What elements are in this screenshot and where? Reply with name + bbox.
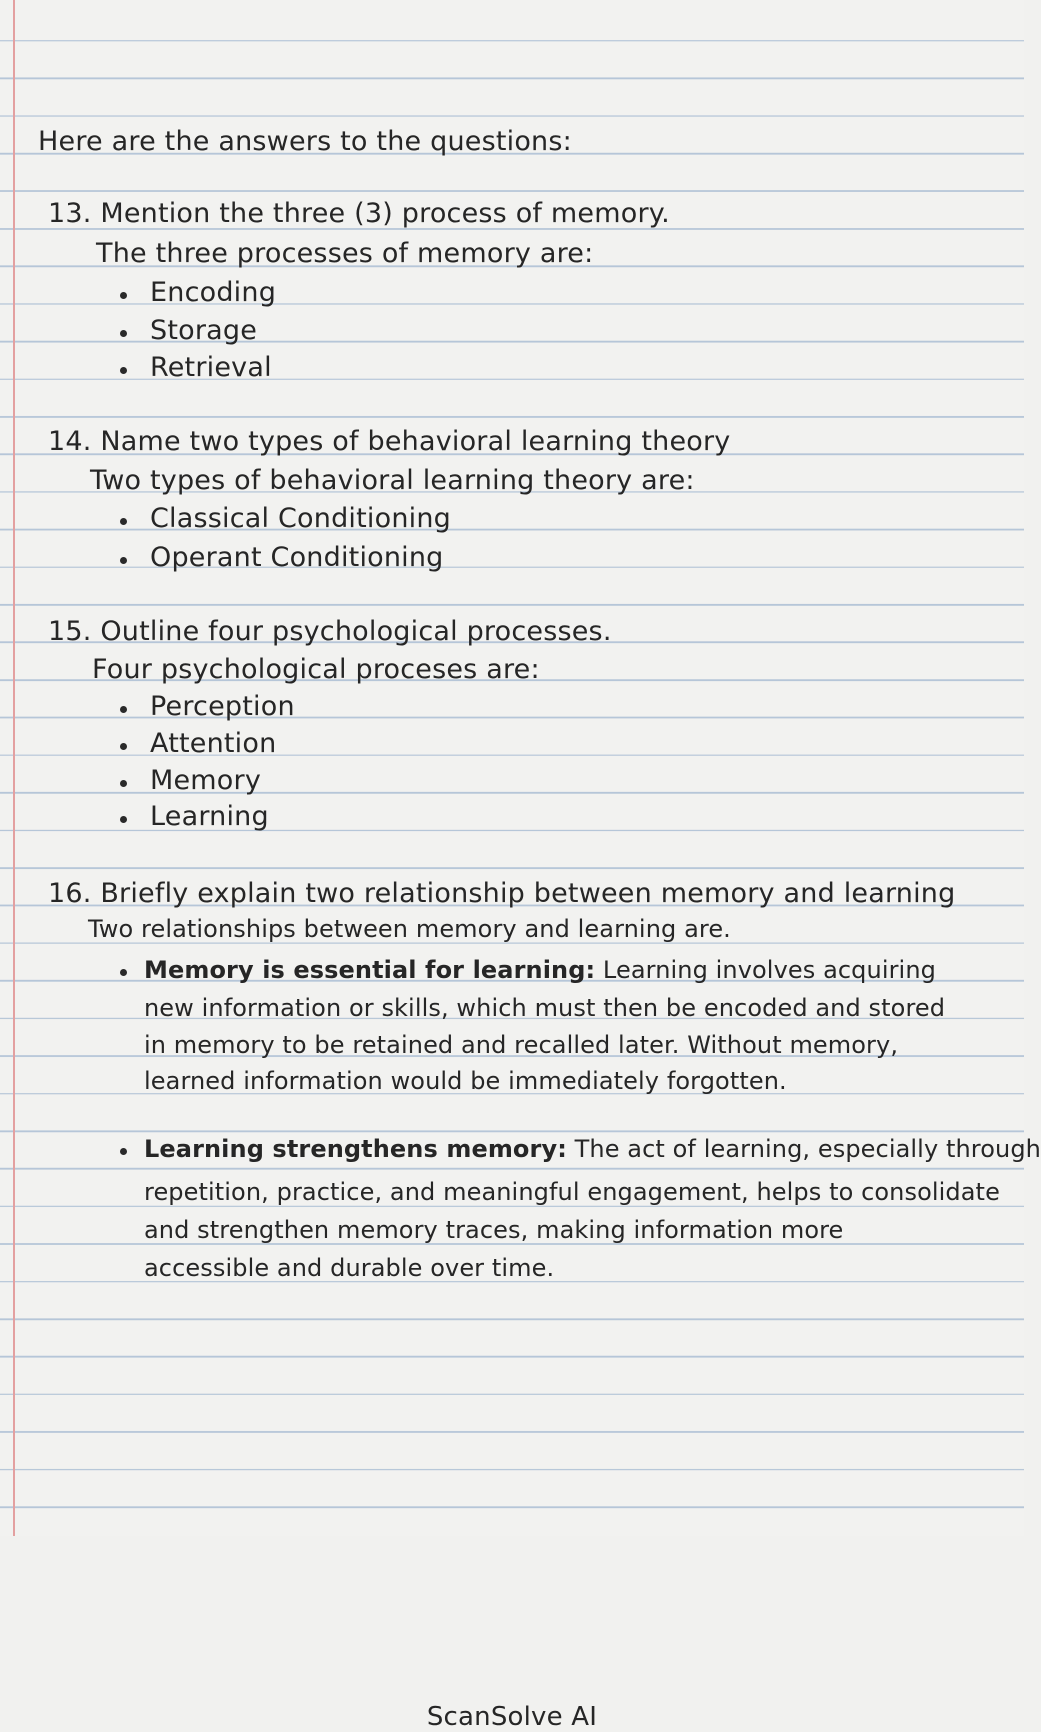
answer-14-item: Classical Conditioning [150,503,452,534]
answer-16-point-2-line-4: accessible and durable over time. [144,1254,555,1282]
answer-13-item: Retrieval [150,352,272,383]
bullet-icon [120,780,127,787]
answer-15-item: Learning [150,801,269,832]
point-text: Learning involves acquiring [602,956,936,984]
answer-16-point-1-line-2: new information or skills, which must then be encoded and stored [144,994,946,1022]
question-16: 16. Briefly explain two relationship between memory and learning [48,878,956,909]
margin-line [13,0,15,1536]
answer-16-point-1-line-3: in memory to be retained and recalled later. Without memory, [144,1031,899,1059]
bullet-icon [120,1148,127,1155]
bullet-icon [120,557,127,564]
answer-16-point-2-line-2: repetition, practice, and meaningful engagement, helps to consolidate [144,1178,1000,1206]
answer-16-intro: Two relationships between memory and learning are. [88,915,731,943]
answer-15-intro: Four psychological proceses are: [92,654,540,685]
answer-14-item: Operant Conditioning [150,542,444,573]
question-14: 14. Name two types of behavioral learning theory [48,426,731,457]
answer-13-item: Encoding [150,277,277,308]
question-15: 15. Outline four psychological processes. [48,616,612,647]
bullet-icon [120,367,127,374]
answer-15-item: Memory [150,765,262,796]
answer-14-intro: Two types of behavioral learning theory are: [90,465,695,496]
bullet-icon [120,518,127,525]
question-13: 13. Mention the three (3) process of memory. [48,198,670,229]
footer-brand: ScanSolve AI [426,1702,598,1732]
point-text: The act of learning, especially through [574,1135,1041,1163]
answer-16-point-2-line-3: and strengthen memory traces, making information more [144,1216,844,1244]
bullet-icon [120,816,127,823]
bullet-icon [120,292,127,299]
point-heading: Learning strengthens memory: [144,1135,567,1163]
point-heading: Memory is essential for learning: [144,956,596,984]
answer-15-item: Attention [150,728,277,759]
bullet-icon [120,969,127,976]
answer-15-item: Perception [150,691,295,722]
answer-16-point-1-line-1 [144,958,936,982]
answer-16-point-2-line-1 [144,1137,1041,1161]
bullet-icon [120,330,127,337]
answer-13-intro: The three processes of memory are: [96,238,594,269]
bullet-icon [120,706,127,713]
answer-16-point-1-line-4: learned information would be immediately forgotten. [144,1067,787,1095]
intro-text: Here are the answers to the questions: [38,126,572,157]
bullet-icon [120,743,127,750]
answer-13-item: Storage [150,315,258,346]
